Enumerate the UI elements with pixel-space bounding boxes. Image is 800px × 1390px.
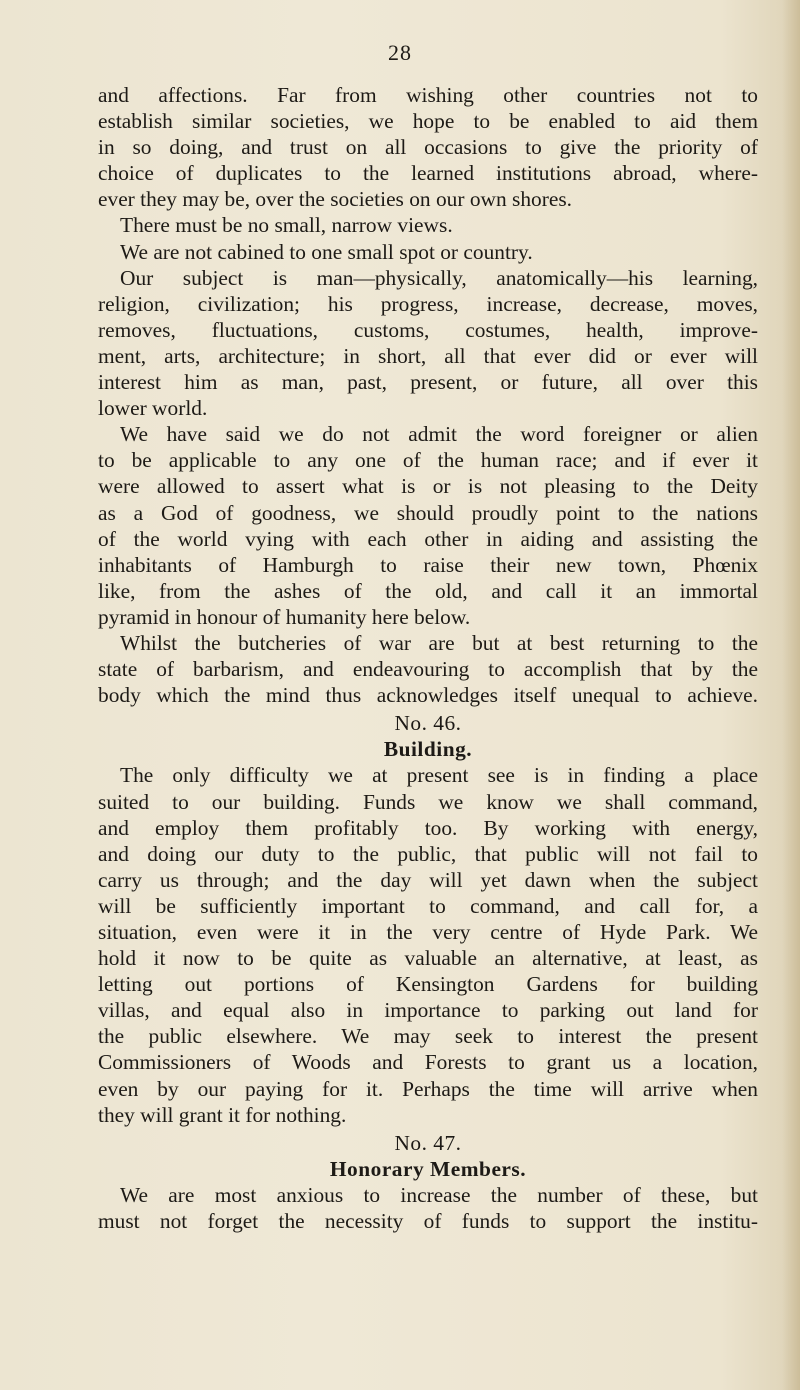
text-line: Whilst the butcheries of war are but at best returning to the <box>120 630 758 655</box>
section-heading: Building. <box>383 737 473 762</box>
text-line: will be sufficiently important to command, and call for, a <box>98 893 758 918</box>
text-line: We have said we do not admit the word foreigner or alien <box>120 422 758 447</box>
body-text <box>98 82 758 1234</box>
section-number: No. 47. <box>394 1130 462 1155</box>
text-line: and doing our duty to the public, that public will not fail to <box>98 841 758 866</box>
text-line: the public elsewhere. We may seek to interest the present <box>98 1024 758 1049</box>
section-number: No. 46. <box>394 711 462 736</box>
text-line: like, from the ashes of the old, and call it an immortal <box>98 578 758 603</box>
text-line: Commissioners of Woods and Forests to grant us a location, <box>98 1050 758 1075</box>
text-line: establish similar societies, we hope to be enabled to aid them <box>98 109 758 134</box>
text-line: to be applicable to any one of the human race; and if ever it <box>98 448 758 473</box>
text-line: Our subject is man—physically, anatomically—his learning, <box>120 265 758 290</box>
text-line: We are not cabined to one small spot or country. <box>120 239 533 264</box>
text-line: There must be no small, narrow views. <box>120 213 453 238</box>
text-line: hold it now to be quite as valuable an alternative, at least, as <box>98 946 758 971</box>
text-line: villas, and equal also in importance to parking out land for <box>98 998 758 1023</box>
text-line: interest him as man, past, present, or future, all over this <box>98 370 758 395</box>
text-line: body which the mind thus acknowledges itself unequal to achieve. <box>98 683 758 708</box>
text-line: ment, arts, architecture; in short, all that ever did or ever will <box>98 343 758 368</box>
text-line: even by our paying for it. Perhaps the time will arrive when <box>98 1076 758 1101</box>
text-line: ever they may be, over the societies on our own shores. <box>98 187 573 212</box>
text-line: We are most anxious to increase the number of these, but <box>120 1182 758 1207</box>
text-line: and employ them profitably too. By working with energy, <box>98 815 758 840</box>
text-line: religion, civilization; his progress, increase, decrease, moves, <box>98 291 758 316</box>
section-heading: Honorary Members. <box>329 1156 527 1181</box>
text-line: as a God of goodness, we should proudly point to the nations <box>98 500 758 525</box>
page-number: 28 <box>388 40 412 65</box>
text-line: removes, fluctuations, customs, costumes, health, improve- <box>98 317 758 342</box>
text-line: of the world vying with each other in aiding and assisting the <box>98 526 758 551</box>
text-line: situation, even were it in the very centre of Hyde Park. We <box>98 920 758 944</box>
text-line: lower world. <box>98 396 208 421</box>
text-line: state of barbarism, and endeavouring to accomplish that by the <box>98 657 758 682</box>
text-line: inhabitants of Hamburgh to raise their new town, Phœnix <box>98 552 758 577</box>
text-line: letting out portions of Kensington Gardens for building <box>98 972 758 997</box>
text-line: carry us through; and the day will yet dawn when the subject <box>98 867 758 892</box>
text-line: must not forget the necessity of funds to support the institu- <box>98 1209 758 1234</box>
page-edge-shadow <box>782 0 800 1390</box>
text-line: suited to our building. Funds we know we shall command, <box>98 789 758 814</box>
text-line: choice of duplicates to the learned institutions abroad, where- <box>98 161 758 186</box>
text-line: pyramid in honour of humanity here below. <box>98 604 471 629</box>
text-line: The only difficulty we at present see is in finding a place <box>120 763 758 788</box>
text-line: and affections. Far from wishing other countries not to <box>98 83 758 107</box>
text-line: they will grant it for nothing. <box>98 1102 347 1127</box>
text-line: in so doing, and trust on all occasions to give the priority of <box>98 135 758 160</box>
text-line: were allowed to assert what is or is not pleasing to the Deity <box>98 474 758 499</box>
